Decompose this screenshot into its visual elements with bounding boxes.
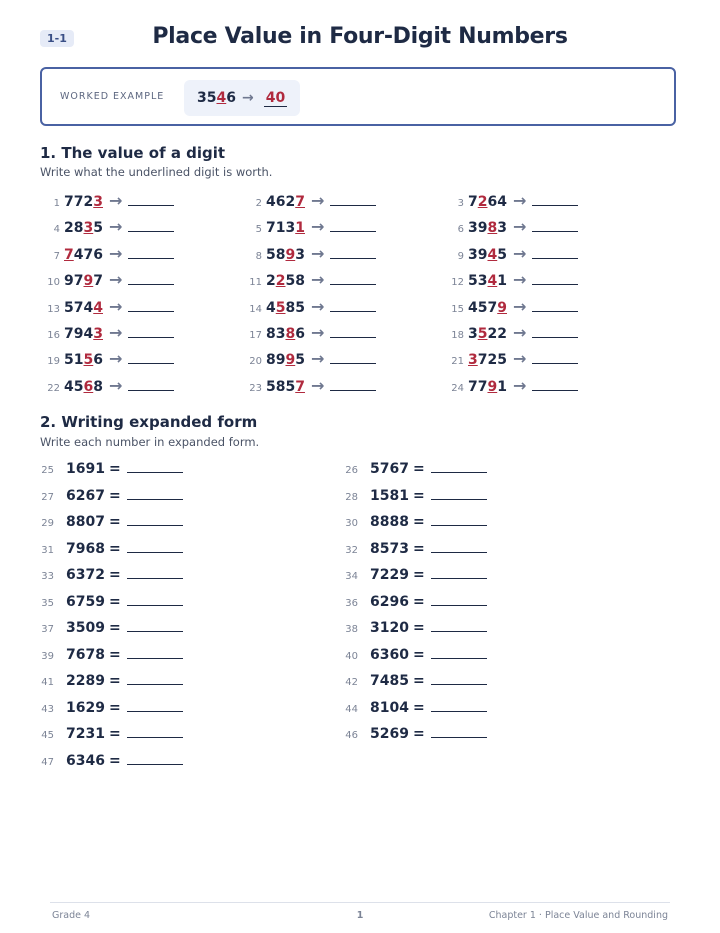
digit-value-item — [238, 323, 376, 341]
item-number-value: 3725 — [468, 352, 507, 369]
item-number: 34 — [345, 571, 358, 582]
item-number-value: 3522 — [468, 326, 507, 342]
expanded-form-item — [334, 725, 487, 743]
item-number: 16 — [47, 330, 60, 341]
answer-blank[interactable] — [127, 540, 183, 553]
underlined-digit: 9 — [497, 299, 507, 316]
digit-value-item — [36, 270, 174, 288]
answer-blank[interactable] — [330, 378, 376, 391]
item-number-value: 5156 — [64, 352, 103, 369]
item-number-value: 6267 — [66, 487, 105, 504]
item-number: 25 — [41, 465, 54, 476]
arrow-icon: → — [310, 243, 325, 263]
answer-blank[interactable] — [128, 325, 174, 338]
underlined-digit: 4 — [487, 246, 498, 263]
item-number-value: 7791 — [468, 378, 507, 395]
item-number: 24 — [451, 382, 464, 394]
worked-example-label: WORKED EXAMPLE — [60, 91, 165, 102]
item-number-value: 3120 — [370, 620, 409, 636]
item-number: 29 — [41, 518, 54, 529]
item-number-value: 5857 — [266, 378, 305, 395]
expanded-form-item — [334, 646, 487, 664]
item-number-value: 6372 — [66, 567, 105, 583]
digit-value-item — [238, 217, 376, 235]
worked-example-post: 6 — [226, 90, 236, 106]
expanded-form-item — [30, 646, 183, 664]
item-number: 10 — [47, 277, 60, 289]
item-number: 33 — [41, 571, 54, 582]
item-number-value: 6360 — [370, 646, 409, 663]
item-number: 43 — [41, 703, 54, 715]
arrow-icon: → — [512, 375, 527, 395]
item-number-value: 5767 — [370, 461, 409, 477]
digit-value-item — [440, 323, 578, 341]
digit-value-item — [440, 244, 578, 262]
item-number: 17 — [249, 330, 262, 341]
item-number: 44 — [345, 703, 358, 715]
equals-sign: = — [412, 726, 425, 742]
expanded-form-item — [334, 593, 487, 611]
arrow-icon: → — [310, 323, 325, 342]
item-number: 4 — [53, 224, 60, 236]
underlined-digit: 8 — [285, 326, 296, 342]
answer-blank[interactable] — [431, 699, 487, 712]
answer-blank[interactable] — [431, 460, 487, 473]
underlined-digit: 5 — [477, 326, 488, 342]
answer-blank[interactable] — [128, 299, 174, 312]
equals-sign: = — [108, 673, 121, 689]
answer-blank[interactable] — [532, 246, 578, 259]
digit-value-item — [440, 376, 578, 394]
item-number: 23 — [249, 382, 262, 394]
answer-blank[interactable] — [431, 540, 487, 553]
underlined-digit: 5 — [83, 352, 94, 369]
item-number: 41 — [41, 677, 54, 688]
worked-example-box — [40, 67, 676, 126]
expanded-form-item — [30, 619, 183, 637]
underlined-digit: 7 — [295, 194, 305, 210]
answer-blank[interactable] — [127, 460, 183, 473]
answer-blank[interactable] — [127, 699, 183, 712]
underlined-digit: 3 — [93, 326, 103, 342]
arrow-icon: → — [310, 270, 325, 290]
digit-value-item — [440, 217, 578, 235]
answer-blank[interactable] — [127, 646, 183, 659]
arrow-icon: → — [310, 191, 325, 210]
arrow-icon: → — [512, 243, 527, 263]
item-number: 40 — [345, 650, 358, 662]
item-number-value: 2835 — [64, 220, 103, 237]
answer-blank[interactable] — [128, 272, 174, 285]
answer-blank[interactable] — [127, 752, 183, 765]
expanded-form-item — [30, 672, 183, 690]
item-number: 14 — [249, 303, 262, 315]
item-number-value: 7968 — [66, 540, 105, 557]
arrow-icon: → — [108, 270, 123, 290]
lesson-badge: 1-1 — [40, 30, 74, 47]
item-number-value: 5269 — [370, 726, 409, 742]
item-number: 22 — [47, 382, 60, 394]
digit-value-item — [36, 323, 174, 341]
footer-divider — [50, 902, 670, 903]
underlined-digit: 3 — [83, 220, 94, 237]
item-number-value: 4585 — [266, 299, 305, 316]
worked-example-digit: 4 — [216, 90, 227, 106]
item-number: 27 — [41, 491, 54, 503]
equals-sign: = — [108, 646, 121, 663]
item-number: 19 — [47, 356, 60, 368]
item-number-value: 4627 — [266, 194, 305, 210]
equals-sign: = — [108, 461, 121, 477]
item-number: 7 — [53, 250, 60, 262]
answer-blank[interactable] — [127, 513, 183, 526]
arrow-icon: → — [108, 217, 123, 237]
item-number: 9 — [457, 250, 464, 262]
item-number: 6 — [457, 224, 464, 236]
answer-blank[interactable] — [127, 487, 183, 500]
underlined-digit: 7 — [64, 246, 74, 263]
expanded-form-item — [30, 513, 183, 531]
item-number-value: 3945 — [468, 246, 507, 263]
expanded-form-item — [334, 513, 487, 531]
arrow-icon: → — [108, 349, 123, 369]
expanded-form-item — [30, 725, 183, 743]
arrow-icon: → — [512, 191, 527, 210]
item-number-value: 7264 — [468, 194, 507, 210]
equals-sign: = — [108, 540, 121, 557]
section1-title: 1. The value of a digit — [40, 144, 226, 162]
answer-blank[interactable] — [431, 646, 487, 659]
equals-sign: = — [412, 514, 425, 530]
worked-example-chip — [184, 80, 300, 116]
answer-blank[interactable] — [330, 299, 376, 312]
expanded-form-item — [30, 752, 183, 770]
answer-blank[interactable] — [127, 672, 183, 685]
expanded-form-item — [334, 566, 487, 584]
item-number-value: 8573 — [370, 540, 409, 557]
item-number: 46 — [345, 730, 358, 741]
equals-sign: = — [108, 752, 121, 769]
equals-sign: = — [108, 567, 121, 583]
item-number: 32 — [345, 544, 358, 556]
answer-blank[interactable] — [330, 351, 376, 364]
digit-value-item — [238, 297, 376, 315]
equals-sign: = — [108, 593, 121, 610]
underlined-digit: 8 — [487, 220, 498, 237]
equals-sign: = — [412, 673, 425, 689]
equals-sign: = — [108, 620, 121, 636]
answer-blank[interactable] — [532, 299, 578, 312]
item-number-value: 6759 — [66, 593, 105, 610]
equals-sign: = — [412, 699, 425, 716]
arrow-icon: → — [512, 270, 527, 290]
answer-blank[interactable] — [532, 378, 578, 391]
answer-blank[interactable] — [127, 566, 183, 579]
item-number-value: 1581 — [370, 487, 409, 504]
expanded-form-item — [334, 460, 487, 478]
answer-blank[interactable] — [431, 593, 487, 606]
answer-blank[interactable] — [431, 619, 487, 632]
arrow-icon: → — [241, 90, 254, 106]
item-number-value: 7131 — [266, 220, 305, 237]
item-number-value: 3509 — [66, 620, 105, 636]
item-number: 1 — [53, 198, 60, 209]
answer-blank[interactable] — [532, 272, 578, 285]
item-number: 15 — [451, 303, 464, 315]
underlined-digit: 4 — [93, 299, 103, 316]
answer-blank[interactable] — [330, 272, 376, 285]
item-number-value: 1629 — [66, 699, 105, 716]
answer-blank[interactable] — [128, 351, 174, 364]
item-number: 28 — [345, 491, 358, 503]
answer-blank[interactable] — [532, 325, 578, 338]
expanded-form-item — [334, 699, 487, 717]
digit-value-item — [440, 191, 578, 209]
digit-value-item — [36, 349, 174, 367]
digit-value-item — [440, 349, 578, 367]
item-number: 45 — [41, 730, 54, 741]
underlined-digit: 9 — [487, 378, 498, 395]
item-number: 3 — [457, 198, 464, 209]
item-number-value: 8807 — [66, 514, 105, 530]
answer-blank[interactable] — [127, 725, 183, 738]
equals-sign: = — [412, 567, 425, 583]
item-number: 20 — [249, 356, 262, 368]
item-number-value: 7476 — [64, 246, 103, 263]
equals-sign: = — [108, 514, 121, 530]
footer-grade: Grade 4 — [52, 910, 91, 921]
item-number-value: 2289 — [66, 673, 105, 689]
item-number-value: 6296 — [370, 593, 409, 610]
arrow-icon: → — [310, 349, 325, 369]
digit-value-item — [238, 244, 376, 262]
arrow-icon: → — [310, 296, 325, 316]
answer-blank[interactable] — [330, 193, 376, 206]
answer-blank[interactable] — [431, 672, 487, 685]
expanded-form-item — [334, 672, 487, 690]
answer-blank[interactable] — [330, 325, 376, 338]
underlined-digit: 2 — [275, 273, 286, 290]
answer-blank[interactable] — [128, 219, 174, 232]
digit-value-item — [36, 297, 174, 315]
item-number-value: 1691 — [66, 461, 105, 477]
underlined-digit: 6 — [83, 378, 94, 395]
item-number: 18 — [451, 330, 464, 341]
arrow-icon: → — [310, 375, 325, 395]
item-number-value: 3983 — [468, 220, 507, 237]
answer-blank[interactable] — [532, 219, 578, 232]
equals-sign: = — [108, 726, 121, 742]
arrow-icon: → — [310, 217, 325, 237]
answer-blank[interactable] — [330, 219, 376, 232]
arrow-icon: → — [512, 349, 527, 369]
arrow-icon: → — [512, 323, 527, 342]
expanded-form-item — [334, 619, 487, 637]
footer-chapter: Chapter 1 · Place Value and Rounding — [488, 910, 668, 921]
section2-title: 2. Writing expanded form — [40, 413, 258, 431]
underlined-digit: 2 — [477, 194, 488, 210]
worked-example-pre: 35 — [197, 90, 217, 106]
item-number: 12 — [451, 277, 464, 289]
item-number-value: 5341 — [468, 273, 507, 290]
section1-subtitle: Write what the underlined digit is worth. — [40, 165, 273, 179]
item-number: 5 — [255, 224, 262, 236]
item-number-value: 2258 — [266, 273, 305, 290]
expanded-form-item — [30, 487, 183, 505]
item-number: 42 — [345, 677, 358, 688]
arrow-icon: → — [108, 296, 123, 316]
item-number: 13 — [47, 303, 60, 315]
answer-blank[interactable] — [431, 725, 487, 738]
item-number: 26 — [345, 465, 358, 476]
arrow-icon: → — [108, 375, 123, 395]
equals-sign: = — [412, 540, 425, 557]
digit-value-item — [440, 297, 578, 315]
expanded-form-item — [30, 540, 183, 558]
expanded-form-item — [334, 540, 487, 558]
item-number: 2 — [255, 198, 262, 209]
underlined-digit: 9 — [285, 246, 296, 263]
item-number-value: 8995 — [266, 352, 305, 369]
answer-blank[interactable] — [330, 246, 376, 259]
equals-sign: = — [108, 487, 121, 504]
underlined-digit: 3 — [93, 194, 103, 210]
item-number-value: 4579 — [468, 299, 507, 316]
answer-blank[interactable] — [127, 593, 183, 606]
arrow-icon: → — [512, 296, 527, 316]
answer-blank[interactable] — [532, 351, 578, 364]
underlined-digit: 5 — [275, 299, 286, 316]
underlined-digit: 9 — [285, 352, 296, 369]
equals-sign: = — [108, 699, 121, 716]
item-number: 8 — [255, 250, 262, 262]
digit-value-item — [36, 376, 174, 394]
digit-value-item — [36, 244, 174, 262]
item-number-value: 7943 — [64, 326, 103, 342]
arrow-icon: → — [108, 191, 123, 210]
item-number: 38 — [345, 624, 358, 635]
digit-value-item — [440, 270, 578, 288]
expanded-form-item — [30, 566, 183, 584]
answer-blank[interactable] — [128, 193, 174, 206]
answer-blank[interactable] — [431, 513, 487, 526]
expanded-form-item — [30, 593, 183, 611]
expanded-form-item — [334, 487, 487, 505]
digit-value-item — [238, 270, 376, 288]
expanded-form-item — [30, 699, 183, 717]
item-number: 37 — [41, 624, 54, 635]
item-number-value: 6346 — [66, 752, 105, 769]
equals-sign: = — [412, 593, 425, 610]
underlined-digit: 3 — [468, 352, 478, 369]
section2-subtitle: Write each number in expanded form. — [40, 435, 260, 449]
answer-blank[interactable] — [431, 487, 487, 500]
answer-blank[interactable] — [532, 193, 578, 206]
arrow-icon: → — [512, 217, 527, 237]
item-number-value: 5893 — [266, 246, 305, 263]
digit-value-item — [238, 349, 376, 367]
underlined-digit: 4 — [487, 273, 498, 290]
expanded-form-item — [30, 460, 183, 478]
item-number: 36 — [345, 597, 358, 609]
digit-value-item — [238, 191, 376, 209]
item-number-value: 8888 — [370, 514, 409, 530]
answer-blank[interactable] — [127, 619, 183, 632]
underlined-digit: 9 — [83, 273, 94, 290]
item-number: 35 — [41, 597, 54, 609]
underlined-digit: 7 — [295, 378, 305, 395]
item-number-value: 8104 — [370, 699, 409, 716]
item-number-value: 7229 — [370, 567, 409, 583]
item-number: 31 — [41, 544, 54, 556]
digit-value-item — [36, 217, 174, 235]
item-number: 30 — [345, 518, 358, 529]
answer-blank[interactable] — [128, 246, 174, 259]
underlined-digit: 1 — [295, 220, 305, 237]
equals-sign: = — [412, 620, 425, 636]
answer-blank[interactable] — [128, 378, 174, 391]
item-number-value: 5744 — [64, 299, 103, 316]
equals-sign: = — [412, 646, 425, 663]
item-number-value: 4568 — [64, 378, 103, 395]
item-number: 47 — [41, 756, 54, 768]
item-number-value: 7231 — [66, 726, 105, 742]
digit-value-item — [238, 376, 376, 394]
worked-example-answer: 40 — [265, 89, 286, 106]
equals-sign: = — [412, 461, 425, 477]
page-title: Place Value in Four-Digit Numbers — [152, 24, 568, 49]
equals-sign: = — [412, 487, 425, 504]
item-number-value: 9797 — [64, 273, 103, 290]
answer-blank[interactable] — [431, 566, 487, 579]
item-number-value: 7723 — [64, 194, 103, 210]
item-number-value: 7678 — [66, 646, 105, 663]
item-number: 11 — [249, 277, 262, 289]
item-number: 21 — [451, 356, 464, 368]
arrow-icon: → — [108, 323, 123, 342]
item-number: 39 — [41, 650, 54, 662]
item-number-value: 8386 — [266, 326, 305, 342]
digit-value-item — [36, 191, 174, 209]
footer-page-number: 1 — [356, 910, 364, 921]
arrow-icon: → — [108, 243, 123, 263]
item-number-value: 7485 — [370, 673, 409, 689]
